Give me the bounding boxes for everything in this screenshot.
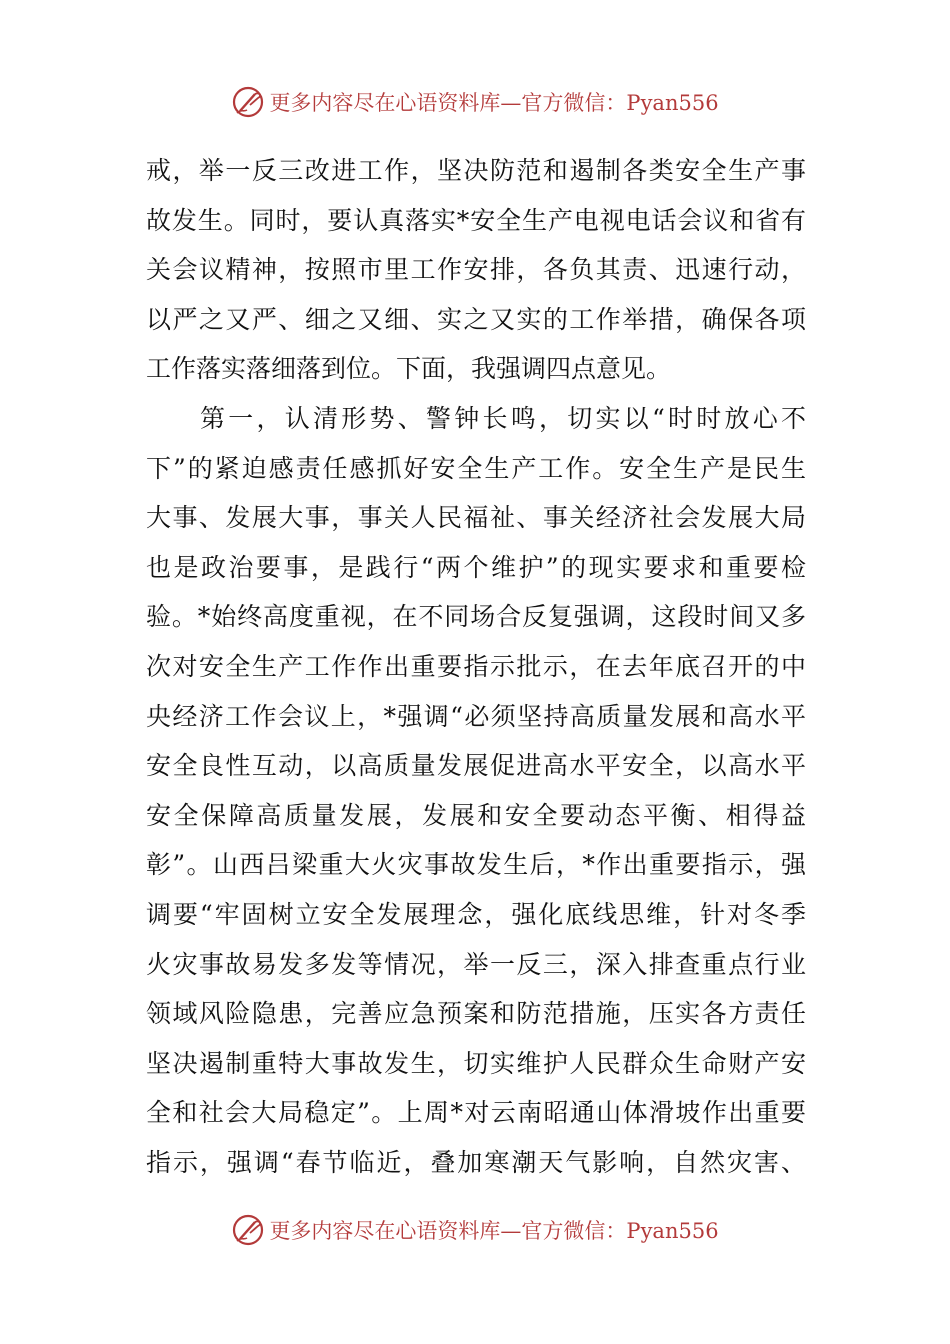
paragraph-start-line: 第一，认清形势、警钟长鸣，切实以“时时放心不 [200,403,806,433]
text-line: 全和社会大局稳定”。上周*对云南昭通山体滑坡作出重要 [146,1098,806,1128]
text-line: 工作落实落细落到位。下面，我强调四点意见。 [146,354,672,384]
text-line: 关会议精神，按照市里工作安排，各负其责、迅速行动， [146,255,806,285]
text-line: 央经济工作会议上，*强调“必须坚持高质量发展和高水平 [146,701,806,731]
text-line: 坚决遏制重特大事故发生，切实维护人民群众生命财产安 [146,1048,806,1078]
quill-pen-seal-icon [231,1213,265,1247]
text-line: 领域风险隐患，完善应急预案和防范措施，压实各方责任 [146,999,806,1029]
text-line: 验。*始终高度重视，在不同场合反复强调，这段时间又多 [146,602,806,632]
text-line: 故发生。同时，要认真落实*安全生产电视电话会议和省有 [146,205,806,235]
text-line: 以严之又严、细之又细、实之又实的工作举措，确保各项 [146,304,806,334]
document-body [146,146,806,1187]
banner-text: 更多内容尽在心语资料库—官方微信：Pyan556 [269,91,719,115]
text-line: 戒，举一反三改进工作，坚决防范和遏制各类安全生产事 [146,156,806,185]
text-line: 安全保障高质量发展，发展和安全要动态平衡、相得益 [146,800,806,830]
text-line: 调要“牢固树立安全发展理念，强化底线思维，针对冬季 [146,899,806,929]
quill-pen-seal-icon [231,85,265,119]
text-line: 指示，强调“春节临近，叠加寒潮天气影响，自然灾害、 [146,1147,806,1177]
text-line: 也是政治要事，是践行“两个维护”的现实要求和重要检 [146,552,806,582]
footer-banner [0,1210,950,1250]
text-line: 下”的紧迫感责任感抓好安全生产工作。安全生产是民生 [146,453,806,483]
text-line: 安全良性互动，以高质量发展促进高水平安全，以高水平 [146,751,806,781]
header-banner [0,82,950,122]
text-line: 次对安全生产工作作出重要指示批示，在去年底召开的中 [146,651,806,681]
text-line: 大事、发展大事，事关人民福祉、事关经济社会发展大局 [146,503,806,533]
text-line: 彰”。山西吕梁重大火灾事故发生后，*作出重要指示，强 [146,850,806,880]
banner-text: 更多内容尽在心语资料库—官方微信：Pyan556 [269,1219,719,1243]
text-line: 火灾事故易发多发等情况，举一反三，深入排查重点行业 [146,949,806,979]
